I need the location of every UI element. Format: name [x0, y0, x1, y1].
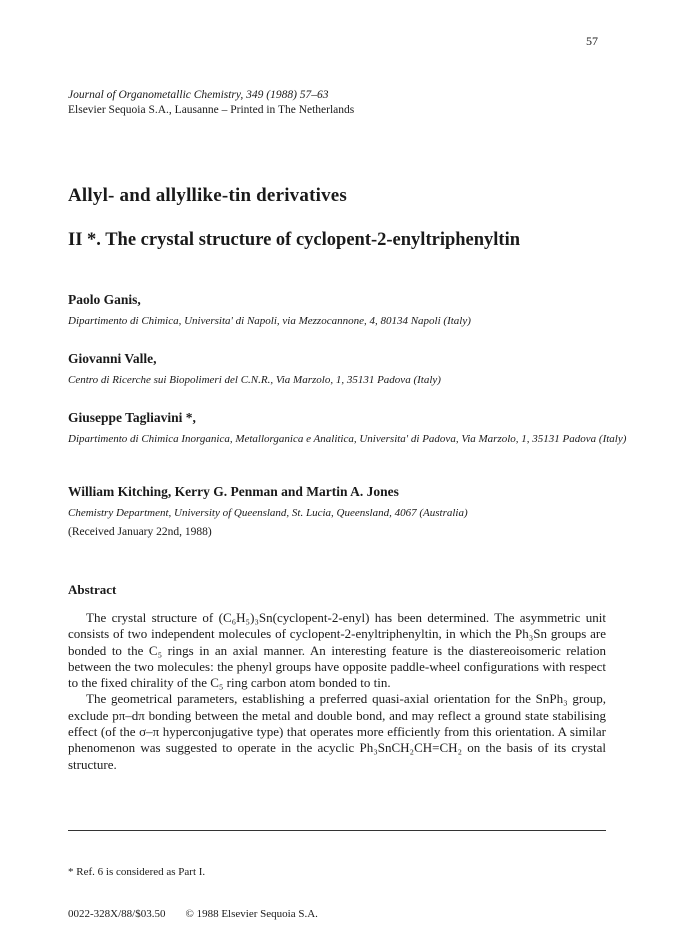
- footnote-rule: [68, 830, 606, 831]
- title-line-2: II *. The crystal structure of cyclopent-2-enyltriphenyltin: [68, 230, 521, 250]
- footer-code: 0022-328X/88/$03.50: [68, 908, 166, 920]
- author-1-name: Paolo Ganis,: [68, 292, 141, 307]
- abstract-body: [68, 610, 606, 773]
- received-date: (Received January 22nd, 1988): [68, 526, 212, 538]
- footer: [68, 908, 318, 920]
- author-3-name: Giuseppe Tagliavini *,: [68, 410, 196, 425]
- author-2-affiliation: Centro di Ricerche sui Biopolimeri del C.N.R., Via Marzolo, 1, 35131 Padova (Italy): [68, 374, 441, 386]
- author-4-names: William Kitching, Kerry G. Penman and Martin A. Jones: [68, 484, 399, 499]
- abstract-paragraph-2: The geometrical parameters, establishing a preferred quasi-axial orientation for the SnPh₃ group, exclude pπ–dπ bonding between the metal and double bond, and may reflect a ground state stabilising effect (of the σ–π hyperconjugative type) that operates more efficiently from this orientation. A similar phenomenon was suggested to operate in the acyclic Ph₃SnCH₂CH=CH₂ on the basis of its crystal structure.: [68, 691, 606, 772]
- page-number: 57: [586, 34, 598, 48]
- author-3-affiliation: Dipartimento di Chimica Inorganica, Metallorganica e Analitica, Universita' di Padova, Via Marzolo, 1, 35131 Padova (Italy): [68, 433, 627, 445]
- journal-line-2: Elsevier Sequoia S.A., Lausanne – Printed in The Netherlands: [68, 104, 355, 116]
- author-1-affiliation: Dipartimento di Chimica, Universita' di Napoli, via Mezzocannone, 4, 80134 Napoli (Italy): [68, 315, 471, 327]
- footer-copyright: © 1988 Elsevier Sequoia S.A.: [185, 908, 318, 920]
- abstract-paragraph-1: The crystal structure of (C₆H₅)₃Sn(cyclopent-2-enyl) has been determined. The asymmetric unit consists of two independent molecules of cyclopent-2-enyltriphenyltin, in which the Ph₃Sn groups are bonded to the C₅ rings in an axial manner. An interesting feature is the diastereoisomeric relation between the two molecules: the phenyl groups have opposite paddle-wheel configurations with respect to the fixed chirality of the C₅ ring carbon atom bonded to tin.: [68, 610, 606, 691]
- journal-line-1: Journal of Organometallic Chemistry, 349 (1988) 57–63: [68, 89, 329, 101]
- author-4-affiliation: Chemistry Department, University of Queensland, St. Lucia, Queensland, 4067 (Australia): [68, 507, 468, 519]
- author-2-name: Giovanni Valle,: [68, 351, 157, 366]
- abstract-heading: Abstract: [68, 582, 117, 597]
- footnote: * Ref. 6 is considered as Part I.: [68, 866, 206, 878]
- title-line-1: Allyl- and allyllike-tin derivatives: [68, 185, 348, 206]
- journal-citation: [68, 88, 354, 118]
